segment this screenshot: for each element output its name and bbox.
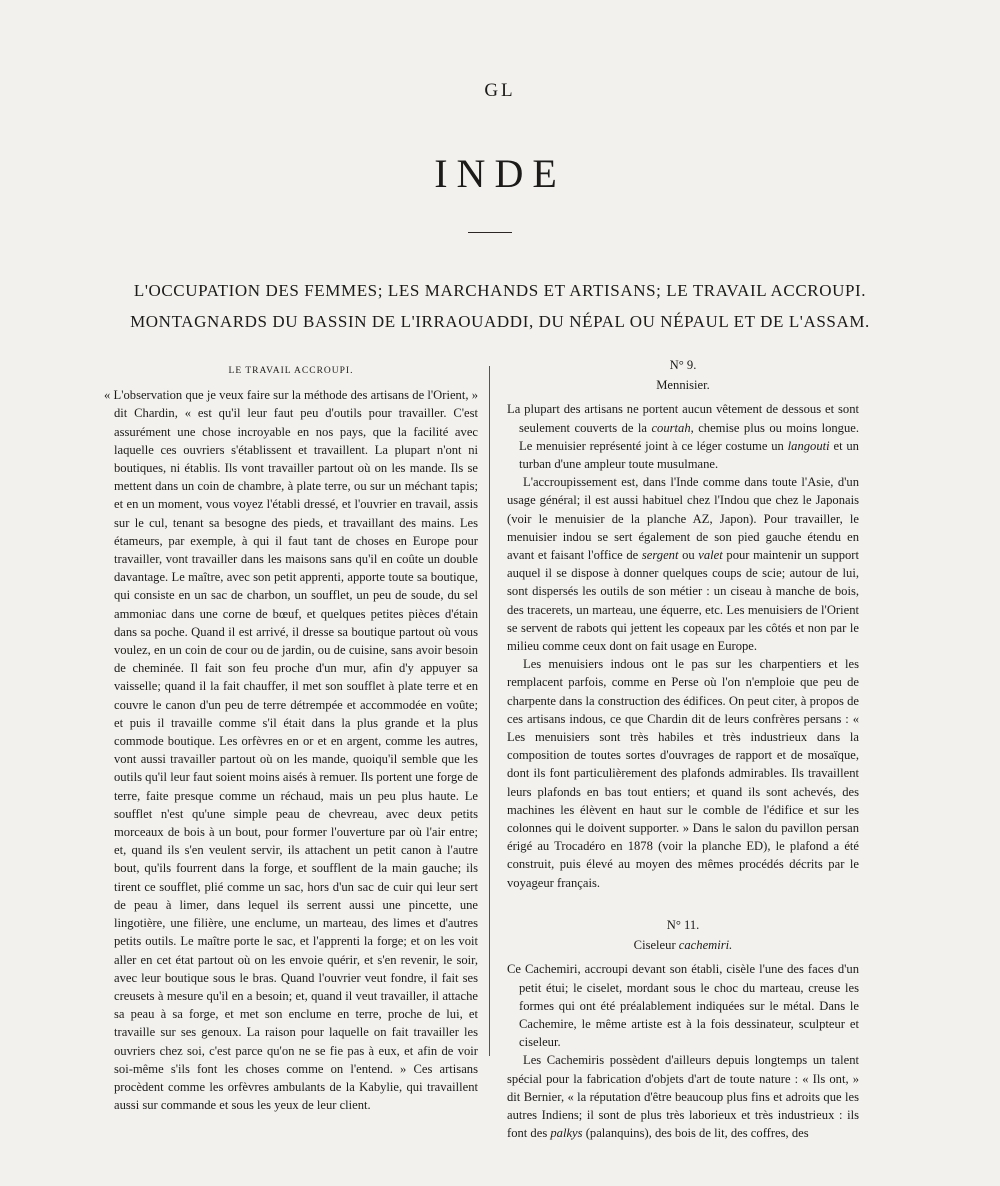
figure-caption-menuisier: Mennisier.: [656, 378, 710, 393]
text-run: Ciseleur: [633, 938, 679, 953]
left-column: [104, 362, 478, 1114]
page-title: INDE: [434, 151, 566, 196]
title-rule: [468, 232, 512, 233]
text-run: Les Cachemiris possèdent d'ailleurs depuis longtemps un talent spécial pour la fabrication d'objets d'art de toute nature : « Ils ont, » dit Bernier, « la réputation d'être beaucoup plus fins et adroits que les autres Indiens; il sont de plus très laborieux et très industrieux : ils font des: [507, 1053, 859, 1141]
column-divider: [489, 366, 490, 1056]
text-run: pour maintenir un support auquel il se dispose à donner quelques coups de scie; autour de lui, sont dispersés les outils de son métier : un ciseau à manche de bois, des tracerets, un marteau, une équerre, etc. Les menuisiers de l'Orient se servent de rabots qui jettent les copeaux par les côtés et non par le milieu comme ceux dont on fait usage en Europe.: [507, 548, 859, 654]
subtitle-line-2: MONTAGNARDS DU BASSIN DE L'IRRAOUADDI, DU NÉPAL OU NÉPAUL ET DE L'ASSAM.: [130, 312, 870, 331]
figure-number-9: N° 9.: [669, 358, 697, 372]
plate-label: GL: [484, 80, 516, 101]
text-run: chemise plus ou moins longue. Le menuisier représenté joint à ce léger costume un: [519, 420, 859, 453]
italic-term: cachemiri.: [678, 938, 733, 953]
body-paragraph: [507, 473, 859, 655]
body-paragraph: Ce Cachemiri, accroupi devant son établi, cisèle l'une des faces d'un petit étui; le ciselet, mordant sous le choc du marteau, creuse les formes qui ont été préalablement indiquées sur le métal. Dans le Cachemire, le même artiste est à la fois dessinateur, sculpteur et ciseleur.: [507, 962, 859, 1050]
italic-term: palkys: [550, 1126, 583, 1141]
text-run: ou: [678, 548, 699, 563]
section-heading-travail-accroupi: LE TRAVAIL ACCROUPI.: [228, 366, 354, 376]
body-paragraph: [507, 400, 859, 473]
body-paragraph: [507, 1051, 859, 1142]
body-paragraph: Les menuisiers indous ont le pas sur les charpentiers et les remplacent parfois, comme en Perse où l'on n'emploie que peu de charpente dans la construction des édifices. On peut citer, à propos de ces artisans indous, ce que Chardin dit de leurs confrères persans : « Les menuisiers sont très habiles et très industrieux dans la composition de toutes sortes d'ouvrages de rapport et de mosaïque, dont ils font particulièrement des plafonds admirables. Ils travaillent leurs plafonds en bas tout entiers; et quand ils sont achevés, des machines les élèvent en haut sur le comble de l'édifice et sur les colonnes qui le doivent supporter. » Dans le salon du pavillon persan érigé au Trocadéro en 1878 (voir la planche ED), le plafond a été construit, puis élevé au moyen des mêmes procédés décrits par le voyageur français.: [507, 657, 859, 890]
right-column: [507, 356, 859, 1142]
text-run: La plupart des artisans ne portent aucun vêtement de dessous et sont seulement couverts de la: [507, 402, 859, 435]
italic-term: langouti: [787, 438, 830, 453]
text-run: et un turban d'une ampleur toute musulmane.: [519, 438, 859, 472]
text-run: (palanquins), des bois de lit, des coffres, des: [582, 1126, 809, 1141]
figure-number-11: N° 11.: [666, 917, 700, 932]
italic-term: sergent: [641, 548, 679, 563]
italic-term: valet: [698, 548, 723, 563]
section-gap: [507, 892, 859, 916]
figure-caption-ciseleur: [507, 936, 859, 954]
italic-term: courtah,: [651, 420, 694, 435]
text-run: L'accroupissement est, dans l'Inde comme dans toute l'Asie, d'un usage général; il est aussi habituel chez l'Indou que chez le Japonais (voir le menuisier de la planche AZ, Japon). Pour travailler, le menuisier indou se sert également de son pied gauche étendu en avant et faisant l'office de: [507, 475, 859, 563]
subtitle-line-1: L'OCCUPATION DES FEMMES; LES MARCHANDS ET ARTISANS; LE TRAVAIL ACCROUPI.: [133, 281, 867, 300]
body-paragraph: « L'observation que je veux faire sur la méthode des artisans de l'Orient, » dit Chardin, « est qu'il leur faut peu d'outils pour travailler. C'est assurément une chose incroyable en nos pays, que la facilité avec laquelle ces ouvriers s'établissent et travaillent. La plupart n'ont ni boutiques, ni établis. Ils vont travailler partout où on les mande. Ils se mettent dans un coin de chambre, à plate terre, ou sur un méchant tapis; et en un moment, vous voyez l'établi dressé, et l'ouvrier en travail, assis sur le cul, tenant sa besogne des pieds, et travaillant des mains. Les étameurs, par exemple, à qui il faut tant de choses en Europe pour travailler, vont travailler dans les maisons sans qu'il en coûte un double davantage. Le maître, avec son petit apprenti, apporte toute sa boutique, qui consiste en un sac de charbon, un soufflet, un peu de soude, du sel ammoniac dans une corne de bœuf, et quelques petites pièces d'étain dans sa poche. Quand il est arrivé, il dresse sa boutique partout où vous voulez, en un coin de cour ou de jardin, ou de cuisine, sans avoir besoin de cheminée. Il fait son feu proche d'un mur, afin d'y appuyer sa vaisselle; quand il la fait chauffer, il met son soufflet à plate terre et en couvre le canon d'un peu de terre détrempée et accommodée en voûte; et puis il travaille comme s'il était dans la plus grande et la plus commode boutique. Les orfèvres en or et en argent, comme les autres, vont aussi travailler partout où on les mande, quoiqu'il semble que les outils qu'il leur faut soient moins aisés à remuer. Ils portent une forge de terre, faite presque comme un réchaud, mais un peu plus haute. Le soufflet n'est qu'une simple peau de chevreau, avec deux petits morceaux de bois à un bout, pour former l'ouverture par où l'air entre; et, quand ils s'en veulent servir, ils attachent un petit canon à l'autre bout, qu'ils fourrent dans la forge, et soufflent de la main gauche; ils tirent ce soufflet, plié comme un sac, hors d'un sac de cuir qui leur sert de peau à limer, dans lequel ils serrent aussi une pincette, une lingotière, une filière, une enclume, un marteau, des limes et d'autres petits outils. Le maître porte le sac, et l'apprenti la forge; et on les voit aller en cet état partout où on les envoie quérir, et s'en revenir, le soir, avec leur boutique sous le bras. Quand l'ouvrier veut fondre, il fait ses creusets à mesure qu'il en a besoin; et, quand il veut travailler, il attache sa peau à sa forge, et met son enclume en terre, proche de lui, et travaille sur ses genoux. La raison pour laquelle on fait travailler les ouvriers chez soi, c'est parce qu'on ne se fie pas à eux, et afin de voir soi-même s'ils font les choses comme on l'entend. » Ces artisans procèdent comme les orfèvres ambulants de la Kabylie, qui travaillent aussi sur commande et sous les yeux de leur client.: [104, 388, 478, 1113]
